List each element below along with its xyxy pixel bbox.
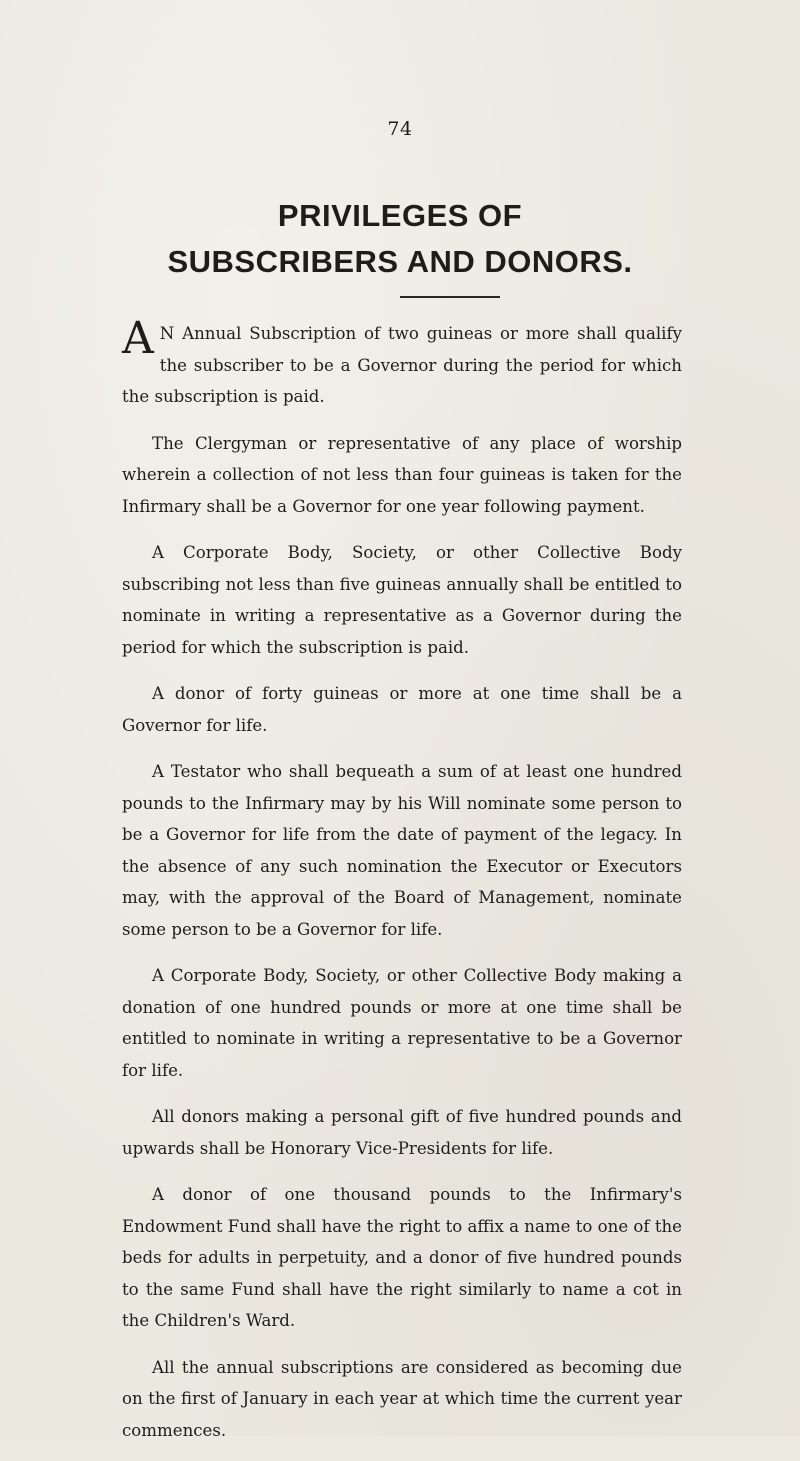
page-title-line-1: PRIVILEGES OF — [277, 198, 523, 233]
paragraph-testator: A Testator who shall bequeath a sum of at least one hundred pounds to the Infirmary may by his Will nominate some person to be a Governor for life from the date of payment of the legacy. In the absence of any such nomination the Executor or Executors may, with the approval of the Board of Management, nominate some person to be a Governor for life. — [122, 762, 682, 939]
paragraph-endowment-fund: A donor of one thousand pounds to the Infirmary's Endowment Fund shall have the right to affix a name to one of the beds for adults in perpetuity, and a donor of five hundred pounds to the same Fund shall have the right similarly to name a cot in the Children's Ward. — [122, 1185, 682, 1330]
page-title — [0, 193, 800, 285]
paragraph-corporate-subscription: A Corporate Body, Society, or other Collective Body subscribing not less than five guineas annually shall be entitled to nominate in writing a representative as a Governor during the period for which the subscription is paid. — [122, 543, 682, 657]
paragraph-annual-due-date: All the annual subscriptions are considered as becoming due on the first of January in each year at which time the current year commences. — [122, 1357, 682, 1440]
page-number: 74 — [387, 118, 413, 140]
paragraph-clergyman: The Clergyman or representative of any place of worship wherein a collection of not less than four guineas is taken for the Infirmary shall be a Governor for one year following payment. — [122, 433, 682, 516]
paragraph-corporate-donation: A Corporate Body, Society, or other Collective Body making a donation of one hundred pounds or more at one time shall be entitled to nominate in writing a representative to be a Governor for life. — [122, 966, 682, 1080]
drop-cap: A — [122, 313, 154, 364]
page-title-line-2: SUBSCRIBERS AND DONORS. — [167, 244, 633, 279]
paragraph-annual-subscription — [122, 313, 682, 413]
title-divider — [400, 296, 500, 298]
paragraph-forty-guineas: A donor of forty guineas or more at one time shall be a Governor for life. — [122, 684, 682, 735]
paragraph-text: N Annual Subscription of two guineas or more shall qualify the subscriber to be a Governor during the period for which the subscription is paid. — [122, 324, 682, 406]
paragraph-vice-presidents: All donors making a personal gift of five hundred pounds and upwards shall be Honorary Vice-Presidents for life. — [122, 1107, 682, 1158]
document-body — [122, 313, 682, 1461]
